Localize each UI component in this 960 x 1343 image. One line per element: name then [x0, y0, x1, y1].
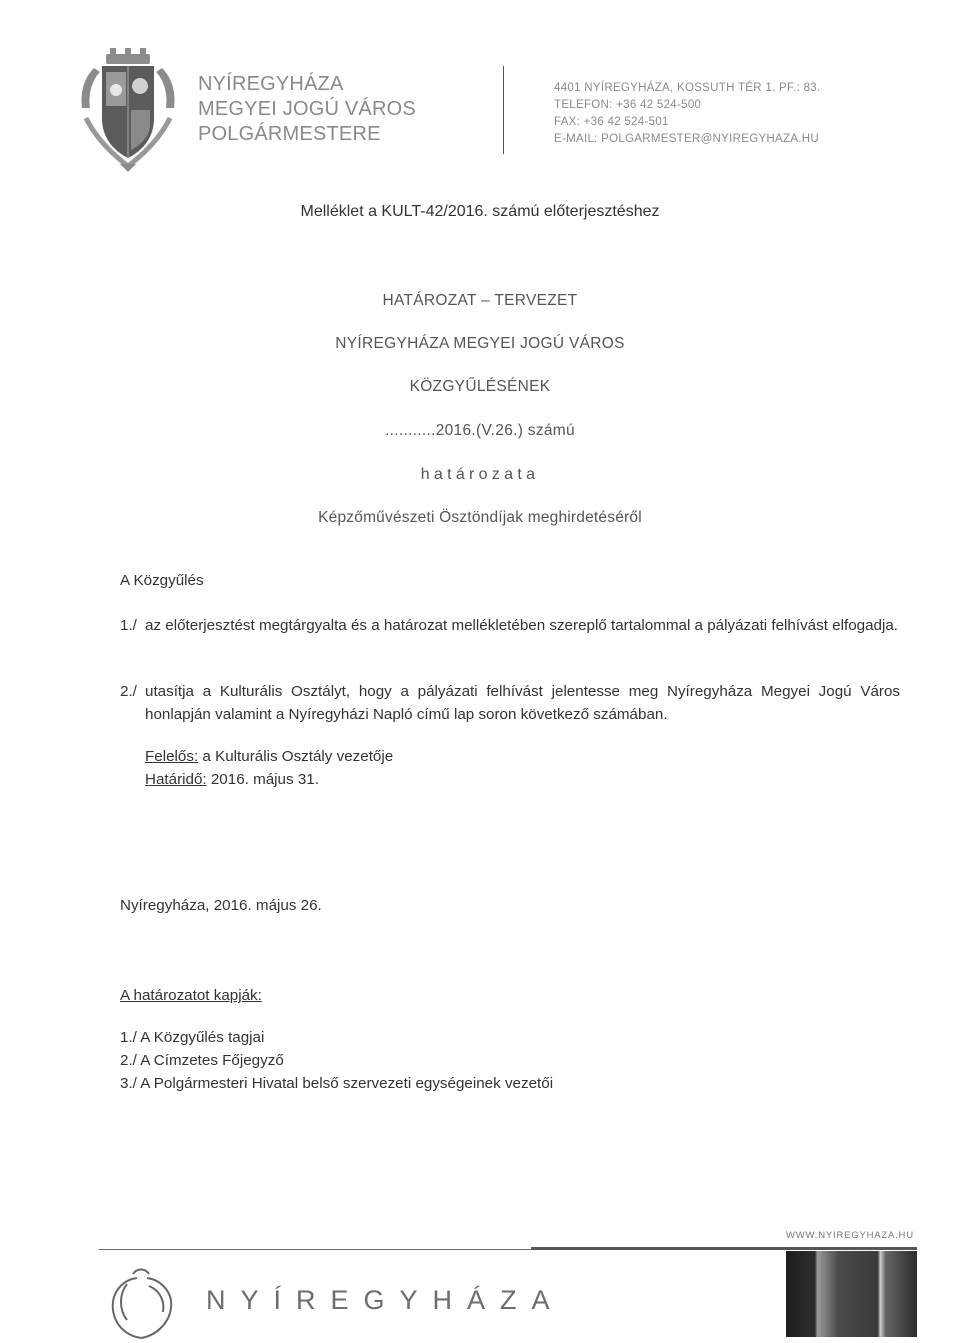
title-line-2: NYÍREGYHÁZA MEGYEI JOGÚ VÁROS — [335, 335, 625, 352]
footer-rule — [99, 1249, 531, 1250]
item-text: az előterjesztést megtárgyalta és a határozat mellékletében szereplő tartalommal a pályázati felhívást elfogadja. — [145, 617, 899, 634]
responsible-label: Felelős: — [145, 748, 199, 765]
recipient-item: 1./ A Közgyűlés tagjai — [120, 1029, 265, 1046]
deadline-value: 2016. május 31. — [206, 771, 319, 788]
title-line-5: határozata — [420, 466, 540, 483]
email: E-MAIL: POLGARMESTER@NYIREGYHAZA.HU — [554, 133, 819, 145]
footer-graphic — [786, 1251, 917, 1337]
org-line-2: MEGYEI JOGÚ VÁROS — [198, 98, 416, 120]
title-line-1: HATÁROZAT – TERVEZET — [382, 292, 578, 309]
document-subject: Képzőművészeti Ösztöndíjak meghirdetéséről — [318, 509, 642, 526]
phone: TELEFON: +36 42 524-500 — [554, 99, 702, 111]
resolution-item-1 — [120, 614, 900, 637]
contact-block — [554, 80, 820, 148]
organization-name — [198, 72, 416, 147]
address: 4401 NYÍREGYHÁZA, KOSSUTH TÉR 1. PF.: 83. — [554, 82, 821, 94]
responsibility-block — [145, 745, 393, 791]
resolution-item-2 — [120, 680, 900, 726]
recipients-list — [120, 1026, 553, 1095]
item-text: utasítja a Kulturális Osztályt, hogy a pályázati felhívást jelentesse meg Nyíregyháza Megyei Jogú Város honlapján valamint a Nyíregyházi Napló című lap soron következő számában. — [145, 683, 900, 723]
place-date: Nyíregyháza, 2016. május 26. — [120, 897, 322, 914]
footer-url: WWW.NYIREGYHAZA.HU — [786, 1230, 914, 1241]
item-number: 1./ — [120, 617, 137, 634]
responsible-value: a Kulturális Osztály vezetője — [198, 748, 394, 765]
footer-rule-thick — [531, 1247, 917, 1250]
recipient-item: 3./ A Polgármesteri Hivatal belső szervezeti egységeinek vezetői — [120, 1075, 554, 1092]
city-logo-icon — [103, 1264, 183, 1342]
assembly-label: A Közgyűlés — [120, 572, 204, 589]
recipient-item: 2./ A Címzetes Főjegyző — [120, 1052, 284, 1069]
org-line-1: NYÍREGYHÁZA — [198, 73, 344, 95]
item-number: 2./ — [120, 683, 137, 700]
footer-city-name: NYÍREGYHÁZA — [206, 1285, 565, 1315]
deadline-label: Határidő: — [145, 771, 207, 788]
title-line-4: ...........2016.(V.26.) számú — [385, 422, 575, 439]
fax: FAX: +36 42 524-501 — [554, 116, 669, 128]
header-divider — [503, 66, 504, 154]
recipients-title: A határozatot kapják: — [120, 987, 262, 1004]
annex-reference: Melléklet a KULT-42/2016. számú előterjesztéshez — [300, 203, 660, 220]
title-line-3: KÖZGYŰLÉSÉNEK — [409, 378, 551, 395]
org-line-3: POLGÁRMESTERE — [198, 123, 381, 145]
coat-of-arms-icon — [76, 48, 180, 172]
